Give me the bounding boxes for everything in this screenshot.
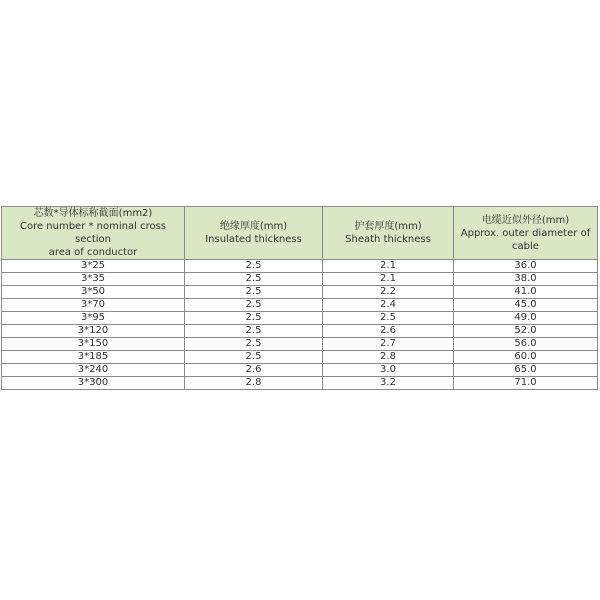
header-line: Insulated thickness <box>205 234 302 245</box>
header-line: 电缆近似外径(mm) <box>481 214 570 226</box>
table-row <box>2 273 598 286</box>
cell-insulated-thickness: 2.8 <box>185 377 323 390</box>
cell-core-spec: 3*50 <box>2 286 185 299</box>
cell-outer-diameter: 71.0 <box>454 377 598 390</box>
cell-outer-diameter: 49.0 <box>454 312 598 325</box>
cell-sheath-thickness: 2.5 <box>323 312 454 325</box>
cell-core-spec: 3*120 <box>2 325 185 338</box>
cell-insulated-thickness: 2.5 <box>185 351 323 364</box>
header-line: 芯数*导体标称截面(mm2) <box>33 208 153 219</box>
header-line: 护套厚度(mm) <box>354 221 422 232</box>
cell-outer-diameter: 36.0 <box>454 260 598 273</box>
header-line: Approx. outer diameter of <box>460 227 591 239</box>
cell-outer-diameter: 56.0 <box>454 338 598 351</box>
cell-outer-diameter: 52.0 <box>454 325 598 338</box>
header-outer-diameter <box>454 207 598 260</box>
cell-sheath-thickness: 2.8 <box>323 351 454 364</box>
cell-insulated-thickness: 2.5 <box>185 286 323 299</box>
table-row <box>2 364 598 377</box>
cable-spec-table <box>1 206 598 390</box>
cell-sheath-thickness: 2.6 <box>323 325 454 338</box>
table-row <box>2 299 598 312</box>
spec-table-container <box>1 206 597 390</box>
header-core-cross-section <box>2 207 185 260</box>
cell-core-spec: 3*95 <box>2 312 185 325</box>
cell-insulated-thickness: 2.5 <box>185 260 323 273</box>
header-sheath-thickness <box>323 207 454 260</box>
cell-insulated-thickness: 2.6 <box>185 364 323 377</box>
header-line: 绝缘厚度(mm) <box>219 221 288 232</box>
table-row <box>2 325 598 338</box>
cell-core-spec: 3*35 <box>2 273 185 286</box>
cell-core-spec: 3*185 <box>2 351 185 364</box>
table-row <box>2 286 598 299</box>
cell-outer-diameter: 45.0 <box>454 299 598 312</box>
cell-sheath-thickness: 2.1 <box>323 273 454 286</box>
cell-core-spec: 3*25 <box>2 260 185 273</box>
cell-core-spec: 3*70 <box>2 299 185 312</box>
table-row <box>2 351 598 364</box>
cell-sheath-thickness: 2.2 <box>323 286 454 299</box>
cell-core-spec: 3*300 <box>2 377 185 390</box>
cell-core-spec: 3*240 <box>2 364 185 377</box>
cell-sheath-thickness: 2.4 <box>323 299 454 312</box>
cell-sheath-thickness: 3.2 <box>323 377 454 390</box>
cell-outer-diameter: 38.0 <box>454 273 598 286</box>
cell-sheath-thickness: 2.7 <box>323 338 454 351</box>
cell-insulated-thickness: 2.5 <box>185 312 323 325</box>
cell-outer-diameter: 65.0 <box>454 364 598 377</box>
table-row <box>2 260 598 273</box>
header-insulated-thickness <box>185 207 323 260</box>
cell-sheath-thickness: 3.0 <box>323 364 454 377</box>
table-row <box>2 312 598 325</box>
cell-insulated-thickness: 2.5 <box>185 299 323 312</box>
cell-core-spec: 3*150 <box>2 338 185 351</box>
cell-outer-diameter: 60.0 <box>454 351 598 364</box>
header-line: Sheath thickness <box>345 234 431 245</box>
table-header-row <box>2 207 598 260</box>
cell-outer-diameter: 41.0 <box>454 286 598 299</box>
header-line: cable <box>512 240 539 252</box>
table-row <box>2 338 598 351</box>
cell-insulated-thickness: 2.5 <box>185 325 323 338</box>
cell-insulated-thickness: 2.5 <box>185 273 323 286</box>
cell-sheath-thickness: 2.1 <box>323 260 454 273</box>
header-line: Core number * nominal cross section <box>19 221 167 245</box>
table-row <box>2 377 598 390</box>
cell-insulated-thickness: 2.5 <box>185 338 323 351</box>
header-line: area of conductor <box>48 247 138 258</box>
